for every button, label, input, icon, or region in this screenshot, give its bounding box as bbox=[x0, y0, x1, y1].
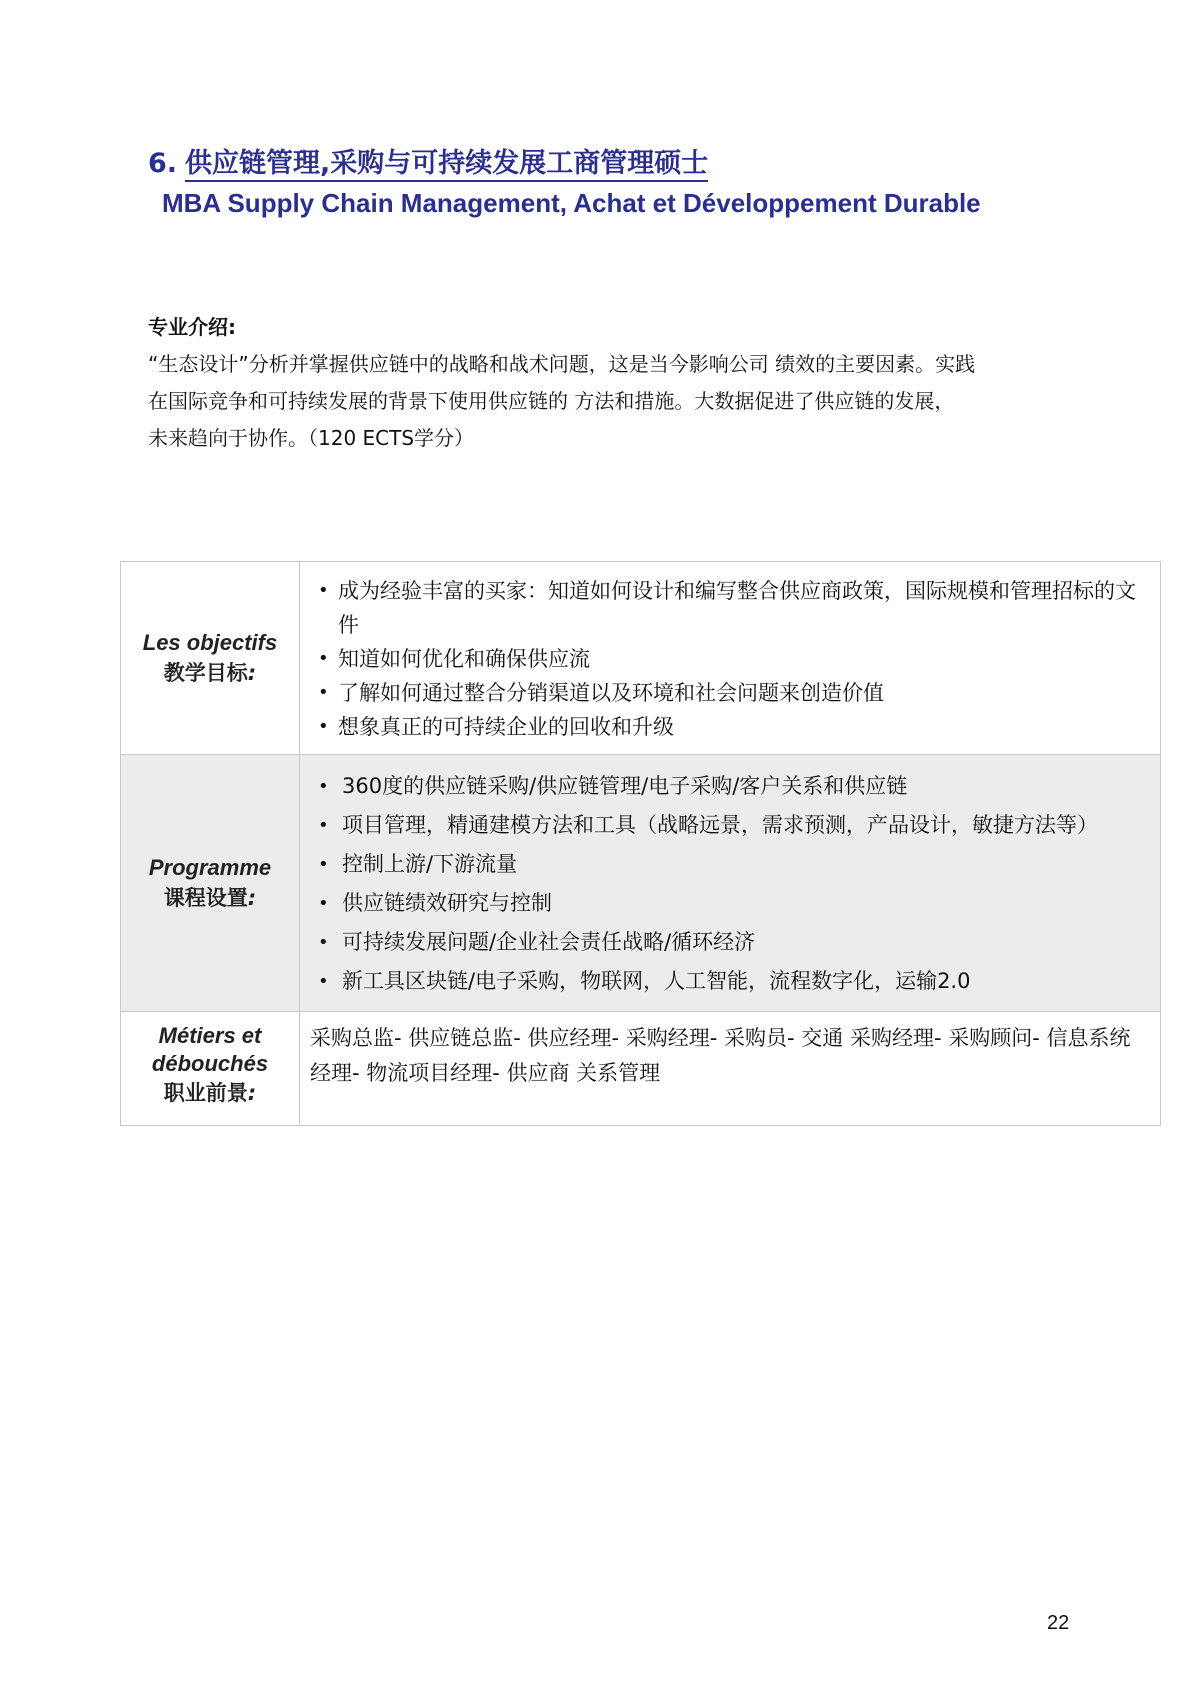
programme-label-zh-wrap bbox=[125, 883, 295, 914]
programme-item: • 供应链绩效研究与控制 bbox=[310, 884, 1144, 923]
objectives-list bbox=[310, 574, 1144, 744]
program-introduction bbox=[148, 309, 1088, 457]
objectives-label-fr: Les objectifs bbox=[142, 630, 278, 655]
programme-label-fr: Programme bbox=[148, 855, 272, 880]
careers-label bbox=[121, 1012, 300, 1126]
section-number: 6. bbox=[148, 148, 178, 179]
program-details-table bbox=[120, 561, 1161, 1126]
careers-label-zh: 职业前景 bbox=[163, 1081, 248, 1105]
objective-item: • 知道如何优化和确保供应流 bbox=[310, 642, 1144, 676]
programme-item: • 可持续发展问题/企业社会责任战略/循环经济 bbox=[310, 923, 1144, 962]
programme-item: • 新工具区块链/电子采购，物联网，人工智能，流程数字化，运输2.0 bbox=[310, 962, 1144, 1001]
intro-line: 未来趋向于协作。（120 ECTS学分） bbox=[148, 426, 475, 450]
page-number: 22 bbox=[1047, 1612, 1070, 1634]
programme-item: • 控制上游/下游流量 bbox=[310, 845, 1144, 884]
section-title-zh: 供应链管理,采购与可持续发展工商管理硕士 bbox=[185, 148, 708, 182]
careers-label-colon: : bbox=[247, 1081, 257, 1105]
intro-line: “生态设计”分析并掌握供应链中的战略和战术问题，这是当今影响公司 绩效的主要因素。实践 bbox=[148, 352, 976, 376]
programme-item: • 项目管理，精通建模方法和工具（战略远景，需求预测，产品设计，敏捷方法等） bbox=[310, 806, 1144, 845]
intro-line: 在国际竞争和可持续发展的背景下使用供应链的 方法和措施。大数据促进了供应链的发展， bbox=[148, 389, 955, 413]
heading-chinese bbox=[148, 146, 981, 182]
objective-item: • 想象真正的可持续企业的回收和升级 bbox=[310, 710, 1144, 744]
objectives-label-colon: : bbox=[247, 661, 257, 685]
objectives-row bbox=[121, 562, 1161, 755]
careers-label-fr-line2: débouchés bbox=[151, 1051, 269, 1076]
programme-item: • 360度的供应链采购/供应链管理/电子采购/客户关系和供应链 bbox=[310, 767, 1144, 806]
programme-row bbox=[121, 755, 1161, 1012]
programme-label-zh: 课程设置 bbox=[163, 886, 248, 910]
objective-item: • 成为经验丰富的买家：知道如何设计和编写整合供应商政策，国际规模和管理招标的文件 bbox=[310, 574, 1144, 642]
section-heading bbox=[148, 146, 981, 220]
careers-content: 采购总监- 供应链总监- 供应经理- 采购经理- 采购员- 交通 采购经理- 采购顾问- 信息系统经理- 物流项目经理- 供应商 关系管理 bbox=[300, 1012, 1161, 1126]
programme-label bbox=[121, 755, 300, 1012]
careers-label-zh-wrap bbox=[125, 1078, 295, 1108]
careers-row bbox=[121, 1012, 1161, 1126]
programme-content bbox=[300, 755, 1161, 1012]
careers-label-fr-line1: Métiers et bbox=[158, 1023, 262, 1048]
programme-label-colon: : bbox=[247, 886, 257, 910]
section-title-en: MBA Supply Chain Management, Achat et Développement Durable bbox=[162, 188, 981, 218]
objectives-label-zh: 教学目标 bbox=[163, 661, 248, 685]
intro-label: 专业介绍: bbox=[148, 315, 236, 339]
objectives-label-zh-wrap bbox=[125, 658, 295, 689]
programme-list bbox=[310, 767, 1144, 1001]
objective-item: • 了解如何通过整合分销渠道以及环境和社会问题来创造价值 bbox=[310, 676, 1144, 710]
objectives-label bbox=[121, 562, 300, 755]
objectives-content bbox=[300, 562, 1161, 755]
